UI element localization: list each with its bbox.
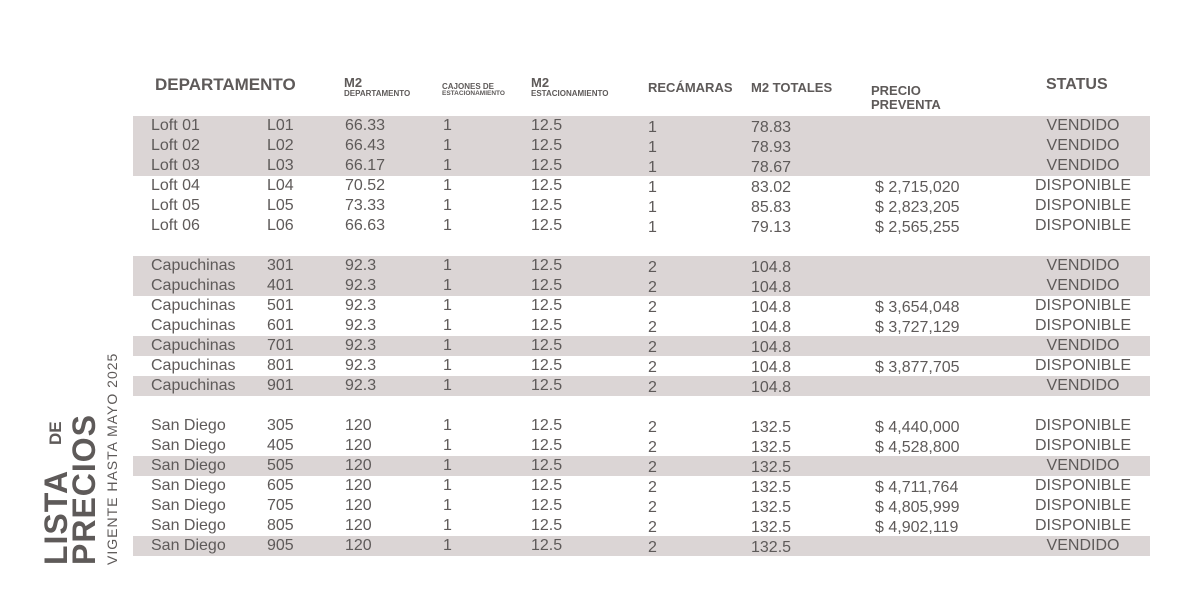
- cell-precio-preventa: $ 3,727,129: [875, 319, 960, 336]
- cell-recamaras: 2: [648, 279, 657, 296]
- cell-m2-departamento: 120: [345, 497, 372, 514]
- table-row: [133, 216, 1150, 236]
- cell-m2-totales: 78.83: [751, 119, 792, 136]
- cell-status: DISPONIBLE: [1034, 477, 1132, 494]
- cell-unit-name: Capuchinas: [151, 297, 236, 314]
- cell-m2-departamento: 66.17: [345, 157, 386, 174]
- cell-m2-departamento: 120: [345, 517, 372, 534]
- cell-m2-departamento: 70.52: [345, 177, 386, 194]
- cell-cajones: 1: [443, 297, 452, 314]
- cell-status: VENDIDO: [1046, 137, 1120, 154]
- cell-m2-departamento: 92.3: [345, 257, 377, 274]
- table-row: [133, 356, 1150, 376]
- cell-unit-number: 801: [267, 357, 294, 374]
- title-precios: PRECIOS: [66, 413, 102, 565]
- cell-status: VENDIDO: [1046, 537, 1120, 554]
- cell-unit-number: L02: [267, 137, 294, 154]
- cell-recamaras: 2: [648, 259, 657, 276]
- cell-cajones: 1: [443, 457, 452, 474]
- cell-unit-name: San Diego: [151, 477, 226, 494]
- cell-m2-totales: 104.8: [751, 359, 792, 376]
- validity-note: VIGENTE HASTA MAYO 2025: [104, 352, 120, 565]
- cell-recamaras: 1: [648, 199, 657, 216]
- cell-m2-totales: 132.5: [751, 439, 792, 456]
- cell-m2-totales: 132.5: [751, 499, 792, 516]
- table-row: [133, 316, 1150, 336]
- cell-m2-totales: 132.5: [751, 419, 792, 436]
- cell-m2-estacionamiento: 12.5: [531, 417, 563, 434]
- cell-m2-estacionamiento: 12.5: [531, 337, 563, 354]
- cell-recamaras: 1: [648, 219, 657, 236]
- cell-status: VENDIDO: [1046, 337, 1120, 354]
- cell-status: DISPONIBLE: [1034, 437, 1132, 454]
- cell-recamaras: 2: [648, 419, 657, 436]
- cell-m2-totales: 85.83: [751, 199, 792, 216]
- cell-unit-name: Loft 02: [151, 137, 200, 154]
- cell-m2-departamento: 92.3: [345, 277, 377, 294]
- cell-unit-name: San Diego: [151, 517, 226, 534]
- cell-recamaras: 1: [648, 159, 657, 176]
- header-status: STATUS: [1046, 76, 1108, 93]
- cell-m2-totales: 132.5: [751, 459, 792, 476]
- cell-unit-number: L06: [267, 217, 294, 234]
- cell-unit-name: Capuchinas: [151, 317, 236, 334]
- cell-cajones: 1: [443, 337, 452, 354]
- cell-m2-estacionamiento: 12.5: [531, 537, 563, 554]
- cell-m2-estacionamiento: 12.5: [531, 477, 563, 494]
- table-row: [133, 376, 1150, 396]
- cell-unit-number: 501: [267, 297, 294, 314]
- cell-m2-departamento: 66.33: [345, 117, 386, 134]
- cell-status: VENDIDO: [1046, 377, 1120, 394]
- cell-unit-number: 405: [267, 437, 294, 454]
- cell-cajones: 1: [443, 197, 452, 214]
- cell-m2-departamento: 120: [345, 477, 372, 494]
- cell-unit-number: 301: [267, 257, 294, 274]
- cell-unit-name: Loft 01: [151, 117, 200, 134]
- cell-status: DISPONIBLE: [1034, 217, 1132, 234]
- cell-status: VENDIDO: [1046, 157, 1120, 174]
- cell-m2-estacionamiento: 12.5: [531, 437, 563, 454]
- cell-m2-totales: 79.13: [751, 219, 792, 236]
- cell-m2-estacionamiento: 12.5: [531, 457, 563, 474]
- cell-cajones: 1: [443, 377, 452, 394]
- cell-m2-estacionamiento: 12.5: [531, 197, 563, 214]
- table-row: [133, 256, 1150, 276]
- cell-unit-name: San Diego: [151, 417, 226, 434]
- cell-unit-number: 805: [267, 517, 294, 534]
- cell-recamaras: 2: [648, 519, 657, 536]
- header-departamento: DEPARTAMENTO: [155, 75, 296, 94]
- cell-status: DISPONIBLE: [1034, 297, 1132, 314]
- cell-recamaras: 2: [648, 479, 657, 496]
- cell-m2-totales: 132.5: [751, 539, 792, 556]
- cell-cajones: 1: [443, 157, 452, 174]
- cell-precio-preventa: $ 4,528,800: [875, 439, 960, 456]
- cell-precio-preventa: $ 4,805,999: [875, 499, 960, 516]
- cell-recamaras: 1: [648, 119, 657, 136]
- cell-precio-preventa: $ 4,440,000: [875, 419, 960, 436]
- cell-m2-estacionamiento: 12.5: [531, 117, 563, 134]
- table-row: [133, 476, 1150, 496]
- cell-unit-name: Loft 06: [151, 217, 200, 234]
- header-precio-preventa: PRECIO PREVENTA: [871, 83, 941, 112]
- cell-unit-number: 901: [267, 377, 294, 394]
- cell-m2-estacionamiento: 12.5: [531, 357, 563, 374]
- cell-m2-totales: 104.8: [751, 259, 792, 276]
- cell-precio-preventa: $ 4,902,119: [875, 519, 959, 536]
- cell-unit-number: L04: [267, 177, 294, 194]
- cell-unit-number: L01: [267, 117, 294, 134]
- cell-recamaras: 2: [648, 499, 657, 516]
- cell-cajones: 1: [443, 137, 452, 154]
- cell-cajones: 1: [443, 177, 452, 194]
- table-row: [133, 336, 1150, 356]
- cell-status: DISPONIBLE: [1034, 417, 1132, 434]
- cell-m2-totales: 83.02: [751, 179, 792, 196]
- cell-recamaras: 2: [648, 439, 657, 456]
- table-row: [133, 496, 1150, 516]
- cell-status: VENDIDO: [1046, 277, 1120, 294]
- cell-status: VENDIDO: [1046, 457, 1120, 474]
- cell-recamaras: 1: [648, 139, 657, 156]
- cell-m2-estacionamiento: 12.5: [531, 277, 563, 294]
- cell-cajones: 1: [443, 517, 452, 534]
- cell-m2-departamento: 120: [345, 537, 372, 554]
- cell-m2-totales: 104.8: [751, 379, 792, 396]
- table-row: [133, 176, 1150, 196]
- table-row: [133, 116, 1150, 136]
- cell-unit-number: 601: [267, 317, 294, 334]
- table-row: [133, 196, 1150, 216]
- cell-m2-departamento: 92.3: [345, 357, 377, 374]
- cell-cajones: 1: [443, 437, 452, 454]
- cell-m2-totales: 104.8: [751, 279, 792, 296]
- cell-cajones: 1: [443, 537, 452, 554]
- cell-precio-preventa: $ 4,711,764: [875, 479, 959, 496]
- cell-m2-estacionamiento: 12.5: [531, 497, 563, 514]
- cell-recamaras: 2: [648, 299, 657, 316]
- table-row: [133, 276, 1150, 296]
- cell-m2-estacionamiento: 12.5: [531, 217, 563, 234]
- cell-status: DISPONIBLE: [1034, 357, 1132, 374]
- cell-m2-estacionamiento: 12.5: [531, 377, 563, 394]
- table-row: [133, 436, 1150, 456]
- cell-status: VENDIDO: [1046, 257, 1120, 274]
- cell-unit-number: 605: [267, 477, 294, 494]
- cell-m2-estacionamiento: 12.5: [531, 297, 563, 314]
- cell-m2-departamento: 120: [345, 437, 372, 454]
- table-row: [133, 156, 1150, 176]
- cell-m2-totales: 132.5: [751, 519, 792, 536]
- cell-recamaras: 2: [648, 359, 657, 376]
- table-row: [133, 516, 1150, 536]
- cell-m2-estacionamiento: 12.5: [531, 517, 563, 534]
- table-row: [133, 136, 1150, 156]
- cell-unit-number: 305: [267, 417, 294, 434]
- cell-m2-totales: 132.5: [751, 479, 792, 496]
- cell-precio-preventa: $ 2,823,205: [875, 199, 960, 216]
- cell-recamaras: 2: [648, 459, 657, 476]
- cell-status: DISPONIBLE: [1034, 317, 1132, 334]
- cell-unit-number: 905: [267, 537, 294, 554]
- cell-precio-preventa: $ 3,654,048: [875, 299, 960, 316]
- cell-m2-departamento: 66.63: [345, 217, 386, 234]
- cell-m2-departamento: 92.3: [345, 337, 377, 354]
- cell-precio-preventa: $ 2,715,020: [875, 179, 960, 196]
- cell-unit-name: Capuchinas: [151, 337, 236, 354]
- cell-unit-number: L03: [267, 157, 294, 174]
- cell-m2-departamento: 120: [345, 417, 372, 434]
- table-row: [133, 296, 1150, 316]
- cell-unit-name: Loft 04: [151, 177, 200, 194]
- cell-status: DISPONIBLE: [1034, 497, 1132, 514]
- cell-unit-name: Capuchinas: [151, 357, 236, 374]
- cell-unit-name: San Diego: [151, 437, 226, 454]
- header-recamaras: RECÁMARAS: [648, 80, 733, 95]
- cell-unit-name: San Diego: [151, 497, 226, 514]
- cell-cajones: 1: [443, 417, 452, 434]
- title-de: DE: [46, 421, 65, 445]
- cell-m2-departamento: 92.3: [345, 297, 377, 314]
- cell-m2-departamento: 120: [345, 457, 372, 474]
- cell-unit-name: San Diego: [151, 457, 226, 474]
- cell-unit-number: 701: [267, 337, 294, 354]
- cell-recamaras: 2: [648, 539, 657, 556]
- cell-cajones: 1: [443, 257, 452, 274]
- cell-m2-departamento: 92.3: [345, 317, 377, 334]
- cell-unit-number: 705: [267, 497, 294, 514]
- cell-m2-estacionamiento: 12.5: [531, 157, 563, 174]
- cell-cajones: 1: [443, 277, 452, 294]
- cell-m2-departamento: 92.3: [345, 377, 377, 394]
- cell-cajones: 1: [443, 317, 452, 334]
- cell-m2-totales: 78.93: [751, 139, 792, 156]
- cell-unit-name: Capuchinas: [151, 377, 236, 394]
- header-m2-estacionamiento: M2 ESTACIONAMIENTO: [531, 75, 609, 98]
- cell-unit-name: Loft 03: [151, 157, 200, 174]
- cell-recamaras: 1: [648, 179, 657, 196]
- cell-cajones: 1: [443, 497, 452, 514]
- cell-m2-estacionamiento: 12.5: [531, 257, 563, 274]
- cell-m2-estacionamiento: 12.5: [531, 177, 563, 194]
- header-m2-departamento: M2 DEPARTAMENTO: [344, 75, 411, 98]
- cell-m2-totales: 104.8: [751, 319, 792, 336]
- title-lista: LISTA: [38, 469, 74, 565]
- cell-cajones: 1: [443, 357, 452, 374]
- cell-status: DISPONIBLE: [1034, 517, 1132, 534]
- cell-recamaras: 2: [648, 319, 657, 336]
- cell-unit-name: Loft 05: [151, 197, 200, 214]
- table-row: [133, 456, 1150, 476]
- cell-m2-totales: 78.67: [751, 159, 792, 176]
- cell-recamaras: 2: [648, 339, 657, 356]
- cell-m2-departamento: 73.33: [345, 197, 386, 214]
- cell-unit-name: Capuchinas: [151, 277, 236, 294]
- header-m2-totales: M2 TOTALES: [751, 80, 833, 95]
- cell-m2-totales: 104.8: [751, 339, 792, 356]
- header-cajones: CAJONES DE ESTACIONAMIENTO: [442, 82, 505, 98]
- cell-precio-preventa: $ 2,565,255: [875, 219, 960, 236]
- cell-unit-number: 401: [267, 277, 294, 294]
- cell-cajones: 1: [443, 477, 452, 494]
- cell-m2-estacionamiento: 12.5: [531, 137, 563, 154]
- cell-status: DISPONIBLE: [1034, 197, 1132, 214]
- cell-unit-name: San Diego: [151, 537, 226, 554]
- cell-status: DISPONIBLE: [1034, 177, 1132, 194]
- cell-recamaras: 2: [648, 379, 657, 396]
- cell-unit-number: 505: [267, 457, 294, 474]
- cell-status: VENDIDO: [1046, 117, 1120, 134]
- table-row: [133, 536, 1150, 556]
- cell-m2-totales: 104.8: [751, 299, 792, 316]
- cell-cajones: 1: [443, 117, 452, 134]
- cell-m2-departamento: 66.43: [345, 137, 386, 154]
- cell-precio-preventa: $ 3,877,705: [875, 359, 960, 376]
- cell-cajones: 1: [443, 217, 452, 234]
- cell-m2-estacionamiento: 12.5: [531, 317, 563, 334]
- cell-unit-name: Capuchinas: [151, 257, 236, 274]
- table-row: [133, 416, 1150, 436]
- cell-unit-number: L05: [267, 197, 294, 214]
